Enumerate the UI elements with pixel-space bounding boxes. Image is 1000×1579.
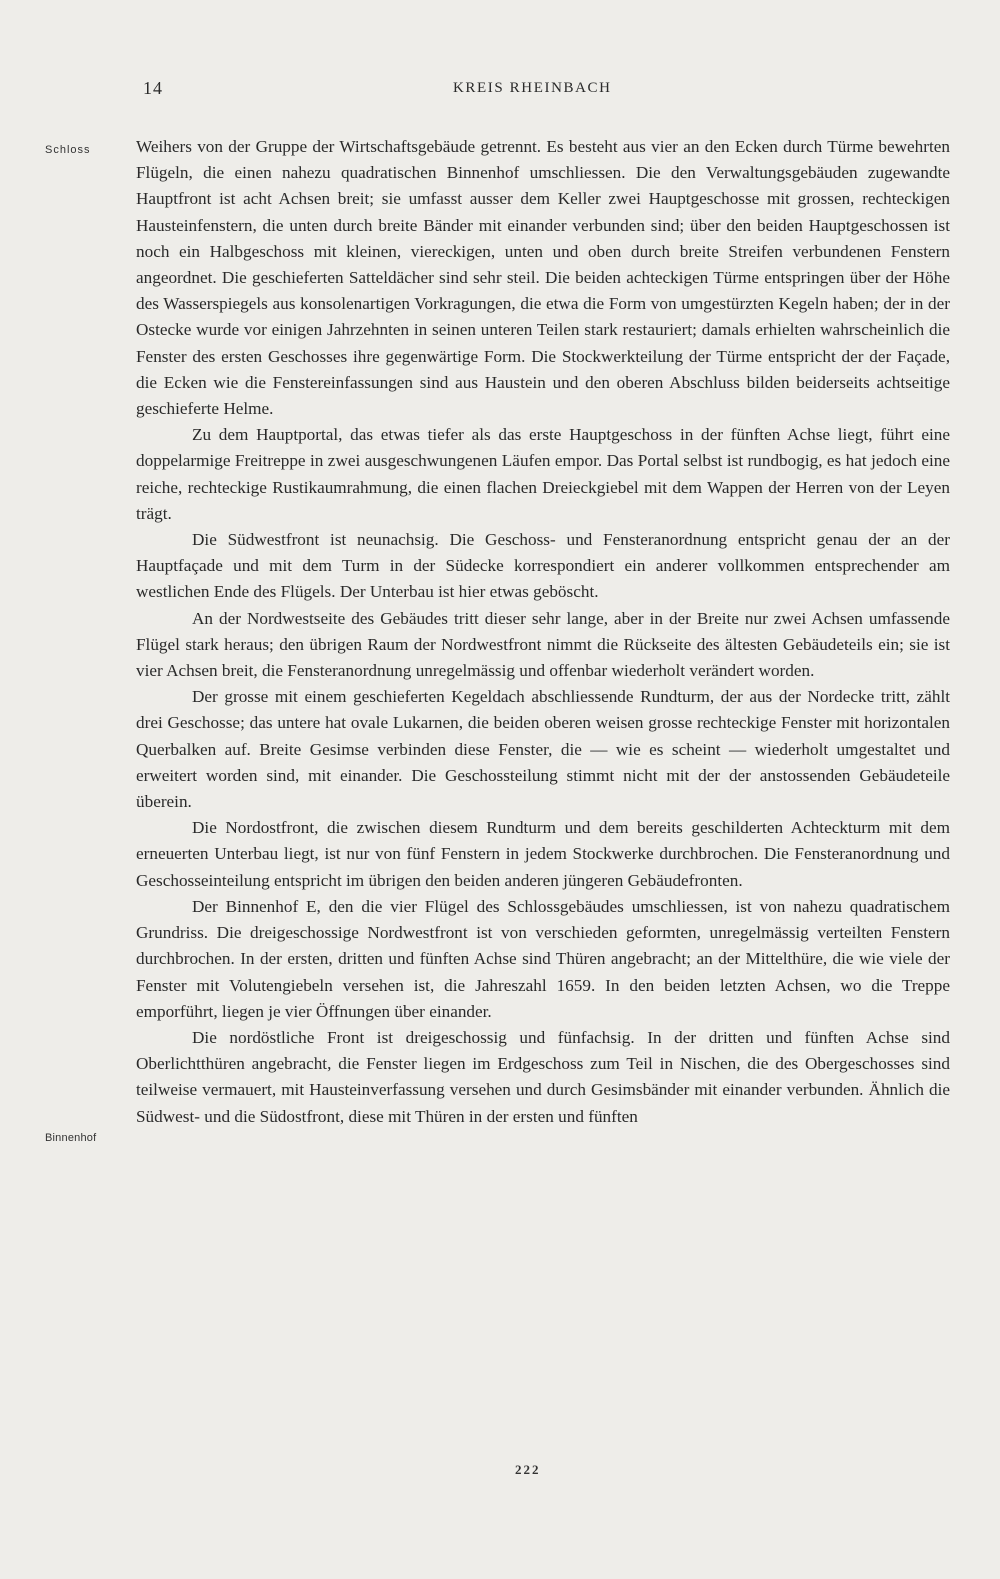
printer-signature: 222 (515, 1462, 541, 1477)
margin-note-schloss: Schloss (45, 144, 91, 156)
paragraph-7: Der Binnenhof E, den die vier Flügel des Schlossgebäudes umschliessen, ist von nahezu quadratischem Grundriss. Die dreigeschossige Nordwestfront ist von verschieden geformten, unregelmässig verteilten Fenstern durchbrochen. In der ersten, dritten und fünften Achse sind Thüren angebracht; an der Mittelthüre, die wie viele der Fenster mit Volutengiebeln versehen ist, die Jahreszahl 1659. In den beiden letzten Achsen, wo die Treppe emporführt, liegen je vier Öffnungen über einander. (136, 896, 950, 1021)
body-text (136, 134, 950, 1130)
paragraph-4: An der Nordwestseite des Gebäudes tritt dieser sehr lange, aber in der Breite nur zwei Achsen umfassende Flügel stark heraus; den übrigen Raum der Nordwestfront nimmt die Rückseite des ältesten Gebäudeteils ein; sie ist vier Achsen breit, die Fensteranordnung unregelmässig und offenbar wiederholt verändert worden. (136, 608, 950, 681)
page-number: 14 (143, 78, 163, 98)
page-header (140, 78, 952, 100)
paragraph-2: Zu dem Hauptportal, das etwas tiefer als das erste Hauptgeschoss in der fünften Achse liegt, führt eine doppelarmige Freitreppe in zwei ausgeschwungenen Läufen empor. Das Portal selbst ist rundbogig, es hat jedoch eine reiche, rechteckige Rustikaumrahmung, die einen flachen Dreieckgiebel mit dem Wappen der Herren von der Leyen trägt. (136, 425, 950, 523)
margin-note-binnenhof: Binnenhof (45, 1132, 97, 1144)
running-head: KREIS RHEINBACH (453, 80, 612, 96)
paragraph-6: Die Nordostfront, die zwischen diesem Rundturm und dem bereits geschilderten Achteckturm mit dem erneuerten Unterbau liegt, ist nur von fünf Fenstern in jedem Stockwerke durchbrochen. Die Fensteranordnung und Geschosseinteilung entspricht im übrigen den beiden anderen jüngeren Gebäudefronten. (136, 818, 950, 890)
paragraph-3: Die Südwestfront ist neunachsig. Die Geschoss- und Fensteranordnung entspricht genau der an der Hauptfaçade und mit dem Turm in der Südecke korrespondiert ein anderer vollkommen entsprechender am westlichen Ende des Flügels. Der Unterbau ist hier etwas geböscht. (136, 530, 950, 602)
paragraph-8: Die nordöstliche Front ist dreigeschossig und fünfachsig. In der dritten und fünften Achse sind Oberlichtthüren angebracht, die Fenster liegen im Erdgeschoss zum Teil in Nischen, die des Obergeschosses sind teilweise vermauert, mit Hausteinverfassung versehen und durch Gesimsbänder mit einander verbunden. Ähnlich die Südwest- und die Südostfront, diese mit Thüren in der ersten und fünften (136, 1027, 950, 1126)
paragraph-5: Der grosse mit einem geschieferten Kegeldach abschliessende Rundturm, der aus der Nordecke tritt, zählt drei Geschosse; das untere hat ovale Lukarnen, die beiden oberen weisen grosse rechteckige Fenster mit horizontalen Querbalken auf. Breite Gesimse verbinden diese Fenster, die — wie es scheint — wiederholt umgestaltet und erweitert worden sind, mit einander. Die Geschossteilung stimmt nicht mit der der anstossenden Gebäudeteile überein. (136, 687, 950, 812)
paragraph-1: Weihers von der Gruppe der Wirtschaftsgebäude getrennt. Es besteht aus vier an den Ecken durch Türme bewehrten Flügeln, die einen nahezu quadratischen Binnenhof umschliessen. Die den Verwaltungsgebäuden zugewandte Hauptfront ist acht Achsen breit; sie umfasst ausser dem Keller zwei Hauptgeschosse mit grossen, rechteckigen Hausteinfenstern, die unten durch breite Bänder mit einander verbunden sind; über den beiden Hauptgeschossen ist noch ein Halbgeschoss mit kleinen, viereckigen, unten und oben durch breite Streifen verbundenen Fenstern angeordnet. Die geschieferten Satteldächer sind sehr steil. Die beiden achteckigen Türme entspringen über der Höhe des Wasserspiegels aus konsolenartigen Vorkragungen, die etwa die Form von umgestürzten Kegeln haben; der in der Ostecke wurde vor einigen Jahrzehnten in seinen unteren Teilen stark restauriert; damals erhielten wahrscheinlich die Fenster des ersten Geschosses ihre gegenwärtige Form. Die Stockwerkteilung der Türme entspricht der der Façade, die Ecken wie die Fenstereinfassungen sind aus Haustein und den oberen Abschluss bilden beiderseits achtseitige geschieferte Helme. (136, 137, 950, 419)
